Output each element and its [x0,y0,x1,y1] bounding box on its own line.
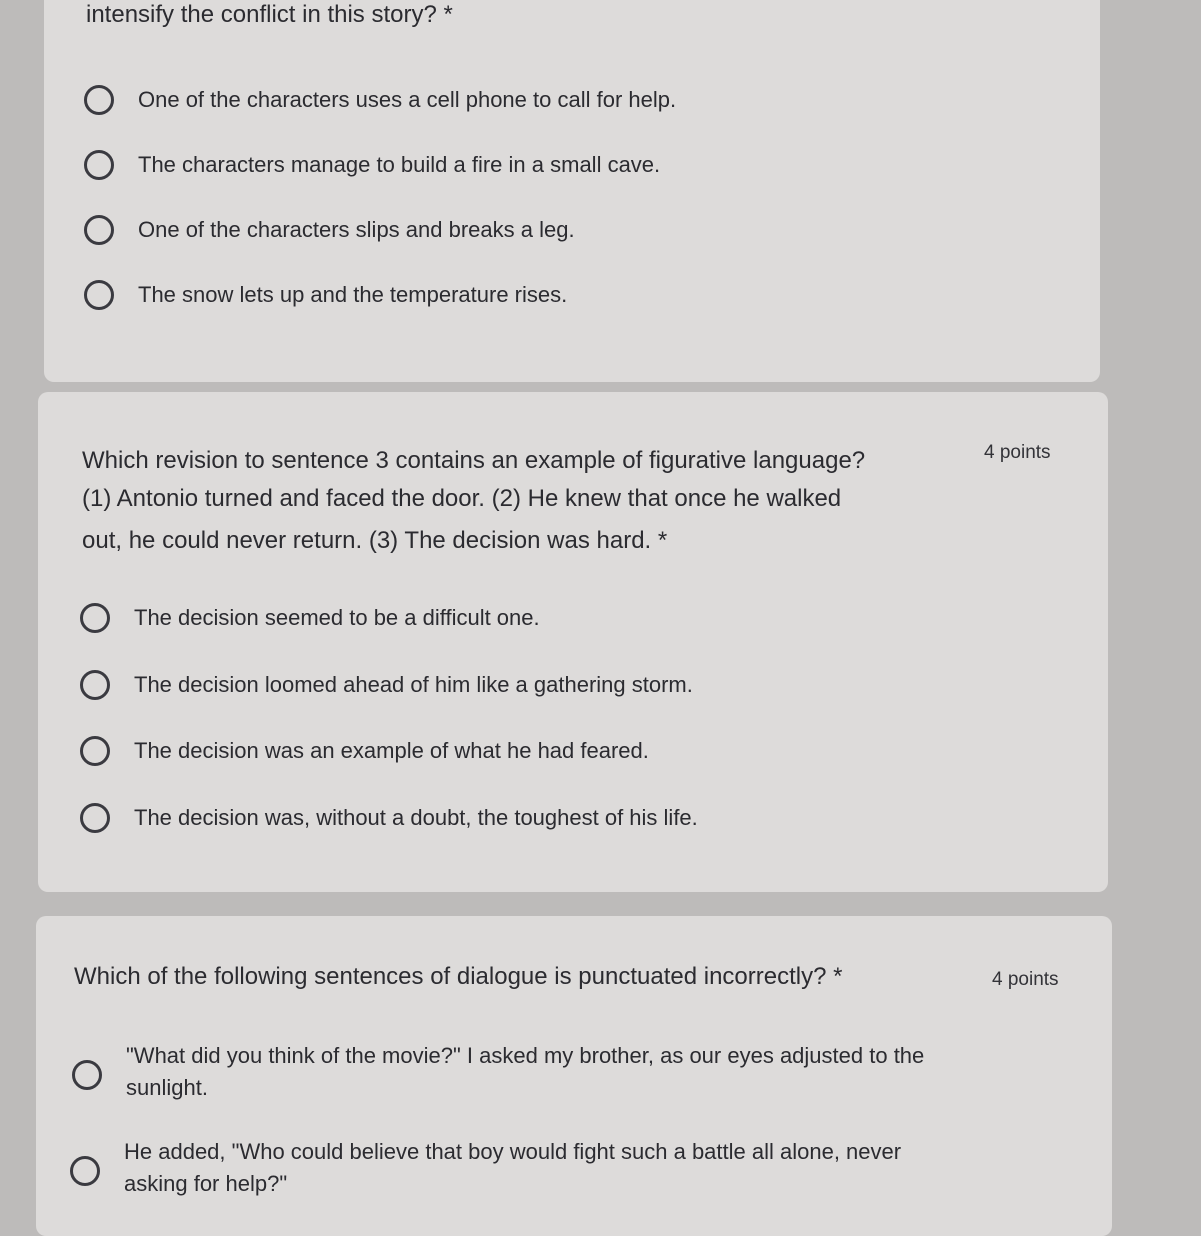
radio-button[interactable] [80,736,110,766]
radio-option[interactable] [84,84,676,116]
question-title: Which of the following sentences of dialogue is punctuated incorrectly? * [74,963,843,990]
question-card-3 [36,916,1112,1236]
radio-button[interactable] [84,150,114,180]
option-label: The snow lets up and the temperature rises. [138,282,568,307]
radio-button[interactable] [84,280,114,310]
radio-option[interactable] [80,802,698,834]
radio-option[interactable] [80,735,649,767]
option-label-line: sunlight. [126,1075,208,1100]
radio-button[interactable] [80,803,110,833]
radio-option[interactable] [84,214,575,246]
option-label: The decision was, without a doubt, the toughest of his life. [134,805,698,830]
radio-option[interactable] [80,602,540,634]
question-title: Which revision to sentence 3 contains an example of figurative language? [82,447,866,474]
option-label: The characters manage to build a fire in a small cave. [138,152,661,177]
option-label: The decision loomed ahead of him like a gathering storm. [134,672,693,697]
radio-button[interactable] [80,670,110,700]
option-label [126,1040,924,1104]
option-label-line: asking for help?" [124,1171,288,1196]
radio-option[interactable] [84,149,660,181]
radio-button[interactable] [80,603,110,633]
option-label: One of the characters uses a cell phone to call for help. [138,87,677,112]
passage-line: (1) Antonio turned and faced the door. (2) He knew that once he walked [82,485,842,512]
option-label-line: "What did you think of the movie?" I asked my brother, as our eyes adjusted to the [126,1043,925,1068]
points-label: 4 points [992,969,1059,990]
option-label: One of the characters slips and breaks a leg. [138,217,575,242]
radio-button[interactable] [70,1156,100,1186]
radio-option[interactable] [84,279,567,311]
option-label: The decision was an example of what he had feared. [134,738,649,763]
question-card-1 [44,0,1100,382]
passage-line: out, he could never return. (3) The decision was hard. * [82,527,668,554]
radio-option[interactable] [70,1136,901,1200]
question-title: intensify the conflict in this story? * [86,1,453,28]
radio-button[interactable] [84,85,114,115]
question-card-2 [38,392,1108,892]
radio-button[interactable] [72,1060,102,1090]
option-label-line: He added, "Who could believe that boy would fight such a battle all alone, never [124,1139,902,1164]
radio-option[interactable] [80,669,693,701]
option-label [124,1136,901,1200]
option-label: The decision seemed to be a difficult one. [134,605,540,630]
radio-option[interactable] [72,1040,924,1104]
radio-button[interactable] [84,215,114,245]
points-label: 4 points [984,442,1051,463]
